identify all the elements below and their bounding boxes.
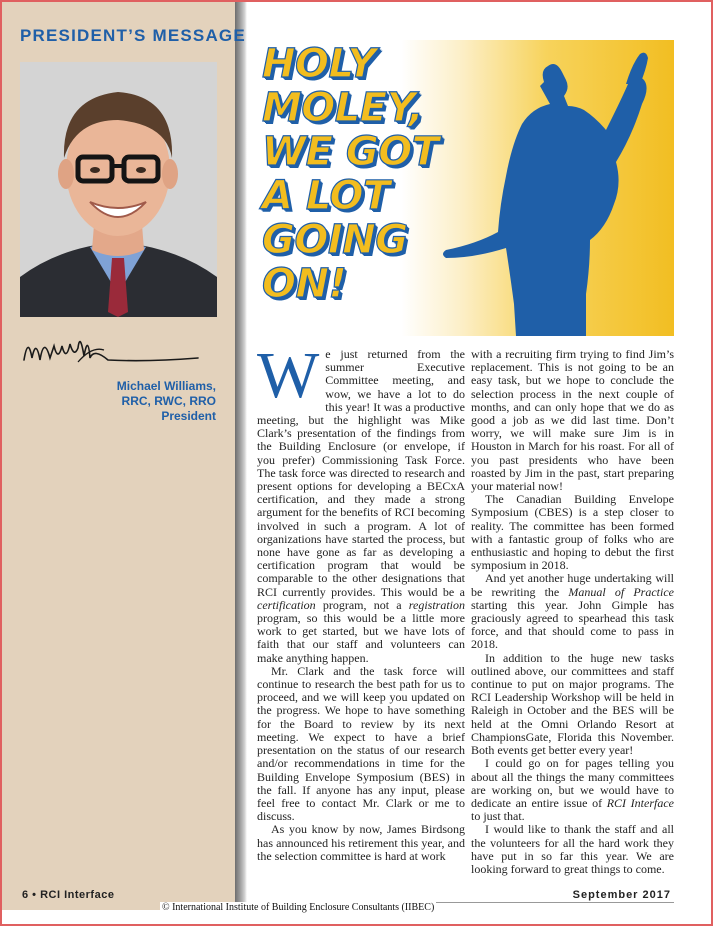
headline-line-6: ON! bbox=[262, 261, 347, 307]
portrait-illustration bbox=[20, 62, 217, 317]
paragraph: I could go on for pages telling you about all the things the many committees are working on, but we would have to dedicate an entire issue of RCI Interface to just that. bbox=[471, 756, 674, 824]
headline-line-3: WE GOT bbox=[262, 129, 439, 175]
sidebar-shadow bbox=[235, 2, 247, 910]
headline-line-5: GOING bbox=[262, 217, 408, 263]
headline-line-2: MOLEY, bbox=[262, 85, 424, 131]
copyright-notice: © International Institute of Building Enclosure Consultants (IIBEC) bbox=[162, 902, 435, 913]
paragraph: We just returned from the summer Executive Committee meeting, and wow, we have a lot to do this year! It was a productive meeting, but the highlight was Mike Clark’s presentation of the findings from the Building Enclosure (or envelope, if you prefer) Commissioning Task Force. The task force was directed to research and present options for developing a BECxA certification, and they made a strong argument for the benefits of RCI becoming involved in such a program. A lot of organizations have started the process, but none have gone as far as developing a certification program that would be comparable to the other designations that RCI currently provides. This would be a certification program, not a registration program, so this would be a little more work to get started, but we have lots of faith that our staff and volunteers can make anything happen. bbox=[257, 339, 465, 665]
paragraph: with a recruiting firm trying to find Jim’s replacement. This is not going to be an easy task, but we hope to conclude the selection process in the next couple of months, and can only hope that we do as good a job as we did last time. Don’t worry, we will make sure Jim is in Houston in March for his roast. For all of you past presidents who have been roasted by Jim in the past, start preparing your material now! bbox=[471, 347, 674, 494]
author-byline bbox=[20, 379, 216, 424]
article-column-1 bbox=[257, 339, 465, 863]
signature-image bbox=[18, 318, 218, 378]
author-name: Michael Williams, bbox=[116, 379, 216, 393]
headline-line-1: HOLY bbox=[262, 41, 376, 87]
headline bbox=[262, 42, 502, 306]
footer-date: September 2017 bbox=[572, 889, 671, 901]
headline-line-4: A LOT bbox=[262, 173, 390, 219]
paragraph: The Canadian Building Envelope Symposium (CBES) is a step closer to reality. The committee has been formed with a fantastic group of folks who are enthusiastic and hoping to debut the first symposium in 2018. bbox=[471, 492, 674, 573]
footer-page-info: 6 • RCI Interface bbox=[22, 889, 115, 901]
author-credentials: RRC, RWC, RRO bbox=[121, 394, 216, 408]
paragraph: And yet another huge undertaking will be rewriting the Manual of Practice starting this year. John Gimple has graciously agreed to spearhead this task force, and that should come to pass in 2018. bbox=[471, 571, 674, 652]
article-column-2 bbox=[471, 348, 674, 876]
drop-cap: W bbox=[257, 339, 320, 412]
author-portrait bbox=[20, 62, 217, 317]
paragraph: I would like to thank the staff and all the volunteers for all the hard work they have put in so far this year. We are looking forward to great things to come. bbox=[471, 822, 674, 876]
section-title: PRESIDENT’S MESSAGE bbox=[20, 26, 246, 45]
paragraph: In addition to the huge new tasks outlined above, our committees and staff continue to put on major programs. The RCI Leadership Workshop will be held in Raleigh in October and the BES will be held at the Omni Orlando Resort at ChampionsGate, Florida this November. Both events get better every year! bbox=[471, 650, 674, 758]
author-title: President bbox=[161, 409, 216, 423]
paragraph: Mr. Clark and the task force will continue to research the best path for us to proceed, and we will keep you updated on the progress. We hope to have something for the Board to review by its next meeting. We expect to have a brief presentation on the status of our research and/or recommendations in time for the Building Envelope Symposium (BES) in the fall. If anyone has any input, please feel free to contact Mr. Clark or me to discuss. bbox=[257, 663, 465, 824]
paragraph: As you know by now, James Birdsong has announced his retirement this year, and the selection committee is hard at work bbox=[257, 822, 465, 863]
